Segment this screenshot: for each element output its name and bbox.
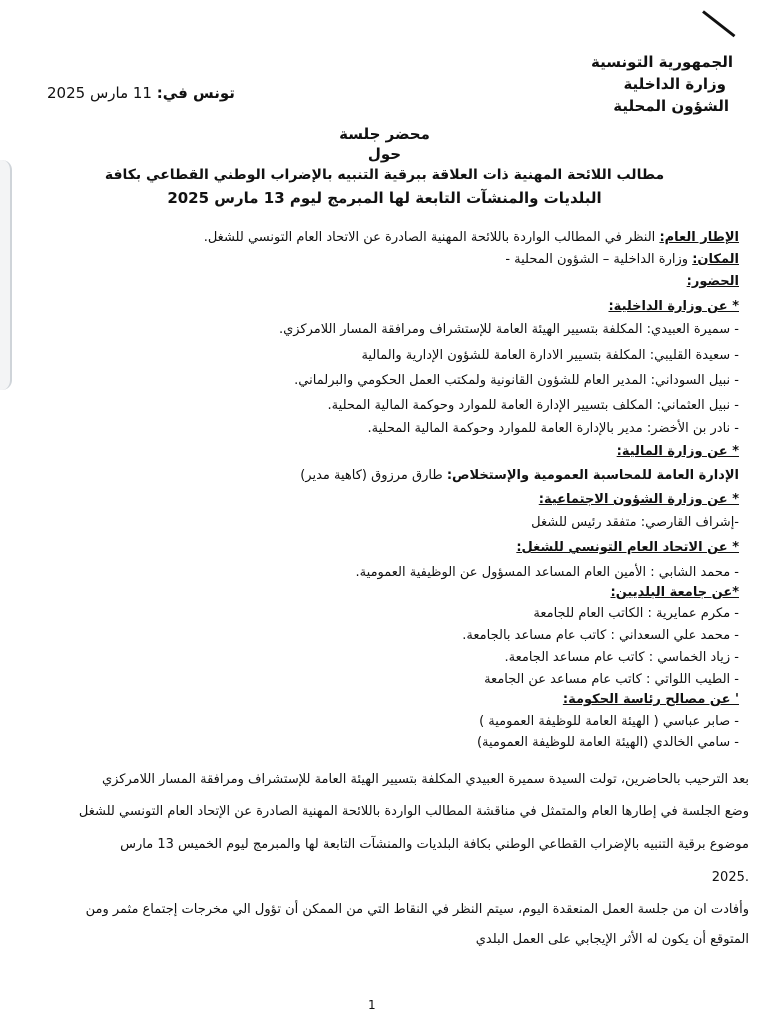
- attendee-row: - الطيب اللواتي : كاتب عام مساعد عن الجامعة: [484, 672, 739, 687]
- group-heading-finance: * عن وزارة المالية:: [616, 444, 739, 459]
- attendance-heading: الحضور:: [686, 274, 739, 289]
- title-line-1: محضر جلسة: [339, 125, 430, 143]
- group-heading-government-presidency: ' عن مصالح رئاسة الحكومة:: [562, 692, 739, 707]
- page-number: 1: [368, 998, 376, 1012]
- title-line-4: البلديات والمنشآت التابعة لها المبرمج ليوم 13 مارس 2025: [167, 189, 602, 207]
- attendee-row: - سامي الخالدي (الهيئة العامة للوظيفة العمومية): [476, 735, 739, 750]
- framework-label: الإطار العام:: [659, 230, 739, 245]
- paragraph-1-line-1: بعد الترحيب بالحاضرين، تولت السيدة سميرة العبيدي المكلفة بتسيير الهيئة العامة للإستشراف ومرافقة المسار اللامركزي: [101, 772, 749, 787]
- attendee-row: - محمد علي السعداني : كاتب عام مساعد بالجامعة.: [462, 628, 739, 643]
- group-heading-social-affairs: * عن وزارة الشؤون الاجتماعية:: [538, 492, 739, 507]
- place-label: المكان:: [692, 252, 739, 267]
- attendee-row: - نادر بن الأخضر: مدير بالإدارة العامة للموارد وحوكمة المالية المحلية.: [367, 421, 739, 436]
- place-line: [505, 252, 739, 267]
- group-heading-ugtt: * عن الاتحاد العام التونسي للشغل:: [516, 540, 739, 555]
- attendee-row: - مكرم عمايرية : الكاتب العام للجامعة: [533, 606, 739, 621]
- attendee-row: - نبيل العثماني: المكلف بتسيير الإدارة العامة للموارد وحوكمة المالية المحلية.: [327, 398, 739, 413]
- attendee-row: - نبيل السوداني: المدير العام للشؤون القانونية ولمكتب العمل الحكومي والبرلماني.: [294, 373, 739, 388]
- title-line-3: مطالب اللائحة المهنية ذات العلاقة ببرقية التنبيه بالإضراب الوطني القطاعي بكافة: [104, 167, 665, 183]
- header-republic: الجمهورية التونسية: [591, 53, 733, 71]
- place-text: وزارة الداخلية – الشؤون المحلية -: [505, 252, 689, 267]
- header-department: الشؤون المحلية: [613, 97, 729, 115]
- paragraph-1-line-4: 2025.: [711, 870, 749, 885]
- group-heading-interior: * عن وزارة الداخلية:: [608, 299, 739, 314]
- attendee-row: - سعيدة القليبي: المكلفة بتسيير الادارة العامة للشؤون الإدارية والمالية: [361, 348, 739, 363]
- paragraph-1-line-3: موضوع برقية التنبيه بالإضراب القطاعي الوطني بكافة البلديات والمنشآت التابعة لها والمبرمج ليوم الخميس 13 مارس: [120, 837, 749, 852]
- document-date: [47, 84, 235, 102]
- group-heading-municipal-federation: *عن جامعة البلديين:: [610, 585, 739, 600]
- framework-line: [204, 230, 739, 245]
- paragraph-1-line-2: وضع الجلسة في إطارها العام والمتمثل في مناقشة المطالب الواردة باللائحة المهنية الصادرة عن الإتحاد العام التونسي للشغل: [78, 804, 749, 819]
- date-value: 11 مارس 2025: [47, 84, 152, 102]
- pen-stroke-mark: [702, 10, 735, 37]
- attendee-row: - سميرة العبيدي: المكلفة بتسيير الهيئة العامة للإستشراف ومرافقة المسار اللامركزي.: [278, 322, 739, 337]
- paragraph-2-line-2: المتوقع أن يكون له الأثر الإيجابي على العمل البلدي: [475, 932, 749, 947]
- attendee-row: الإدارة العامة للمحاسبة العمومية والإستخلاص: طارق مرزوق (كاهية مدير): [300, 468, 739, 483]
- attendee-row: - زياد الخماسي : كاتب عام مساعد الجامعة.: [504, 650, 739, 665]
- header-ministry: وزارة الداخلية: [623, 75, 726, 93]
- attendee-row: -إشراف القارصي: متفقد رئيس للشغل: [531, 515, 739, 530]
- paragraph-2-line-1: وأفادت ان من جلسة العمل المنعقدة اليوم، سيتم النظر في النقاط التي من الممكن أن تؤول الي مخرجات إجتماع مثمر ومن: [85, 902, 749, 917]
- attendee-row: - صابر عباسي ( الهيئة العامة للوظيفة العمومية ): [479, 714, 739, 729]
- framework-text: النظر في المطالب الواردة باللائحة المهنية الصادرة عن الاتحاد العام التونسي للشغل.: [203, 230, 656, 245]
- date-label: تونس في:: [156, 84, 235, 102]
- attendee-row: - محمد الشابي : الأمين العام المساعد المسؤول عن الوظيفية العمومية.: [355, 565, 739, 580]
- title-line-2: حول: [367, 145, 402, 163]
